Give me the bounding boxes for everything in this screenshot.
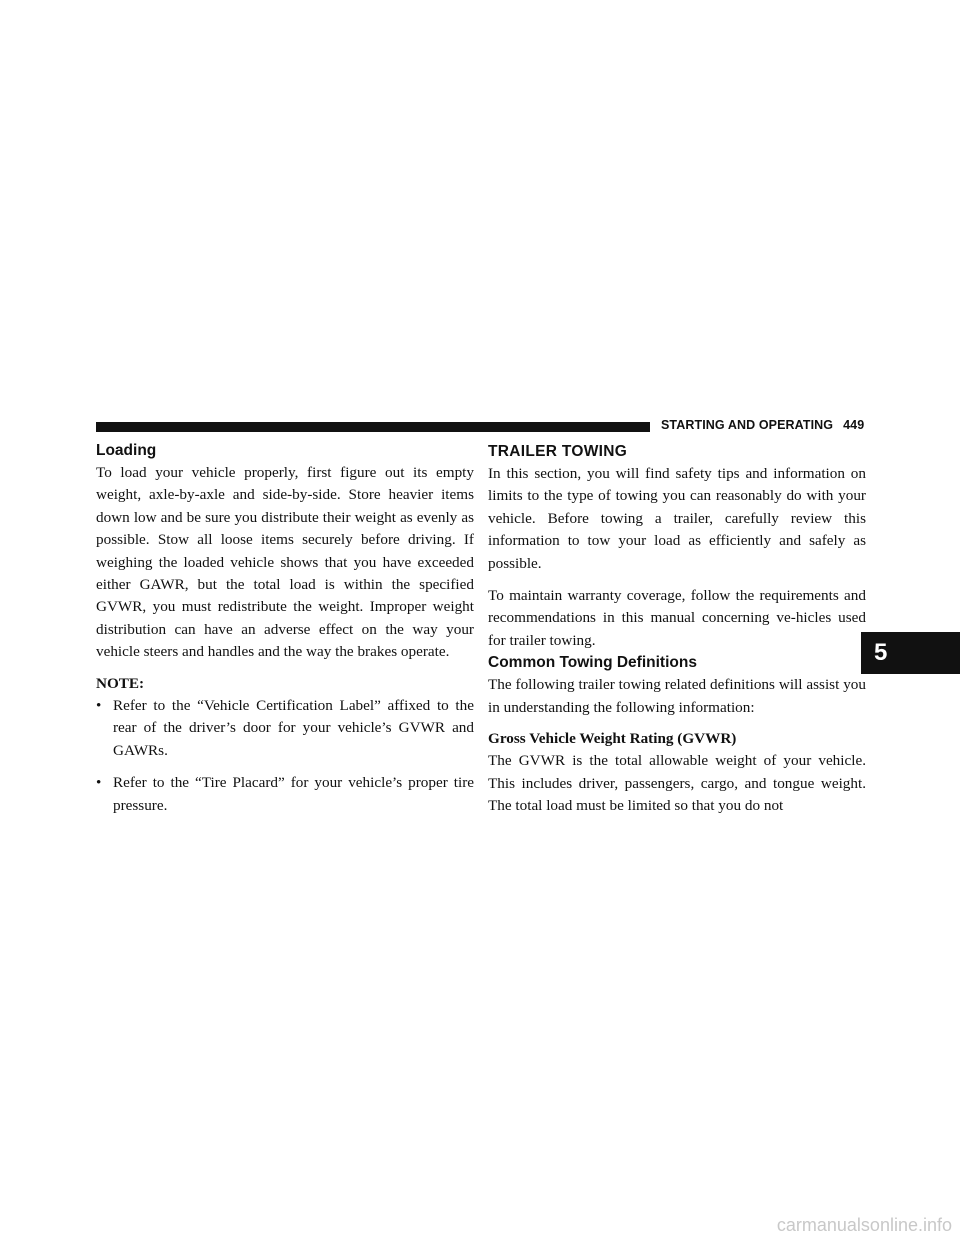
bullet-symbol: • xyxy=(96,774,102,792)
definitions-paragraph: The following trailer towing related definitions will assist you in understanding the following information: xyxy=(488,676,866,716)
right-column xyxy=(488,441,866,818)
gvwr-paragraph: The GVWR is the total allowable weight of your vehicle. This includes driver, passengers, cargo, and tongue weight. The total load must be limited so that you do not xyxy=(488,752,866,815)
bullet-item xyxy=(96,772,474,817)
warranty-paragraph: To maintain warranty coverage, follow the requirements and recommendations in this manual concerning ve-hicles used for trailer towing. xyxy=(488,587,866,649)
gvwr-term: Gross Vehicle Weight Rating (GVWR) xyxy=(488,730,737,748)
note-label: NOTE: xyxy=(96,674,145,692)
trailer-towing-heading: TRAILER TOWING xyxy=(488,443,628,460)
definitions-heading: Common Towing Definitions xyxy=(488,654,697,672)
bullet-text: Refer to the “Tire Placard” for your vehicle’s proper tire pressure. xyxy=(113,774,474,814)
page-number: 449 xyxy=(843,418,865,432)
bullet-symbol: • xyxy=(96,697,102,715)
chapter-tab: 5 xyxy=(861,632,960,674)
header-rule xyxy=(96,422,650,432)
left-column xyxy=(96,440,474,817)
section-title: STARTING AND OPERATING xyxy=(661,418,834,432)
intro-paragraph: In this section, you will find safety tips and information on limits to the type of towing you can reasonably do with your vehicle. Before towing a trailer, carefully review this information to tow your load as efficiently and safely as possible. xyxy=(488,465,866,572)
loading-heading: Loading xyxy=(96,442,157,459)
running-header xyxy=(661,418,864,432)
watermark: carmanualsonline.info xyxy=(776,1215,952,1235)
bullet-item xyxy=(96,695,474,762)
bullet-text: Refer to the “Vehicle Certification Label” affixed to the rear of the driver’s door for your vehicle’s GVWR and GAWRs. xyxy=(113,697,474,759)
loading-paragraph: To load your vehicle properly, first figure out its empty weight, axle-by-axle and side-by-side. Store heavier items down low and be sure you distribute their weight as evenly as possible. Stow all loose items securely before driving. If weighing the loaded vehicle shows that you have exceeded either GAWR, but the total load is within the specified GVWR, you must redistribute the weight. Improper weight distribution can have an adverse effect on the way your vehicle steers and handles and the way the brakes operate. xyxy=(96,464,474,661)
